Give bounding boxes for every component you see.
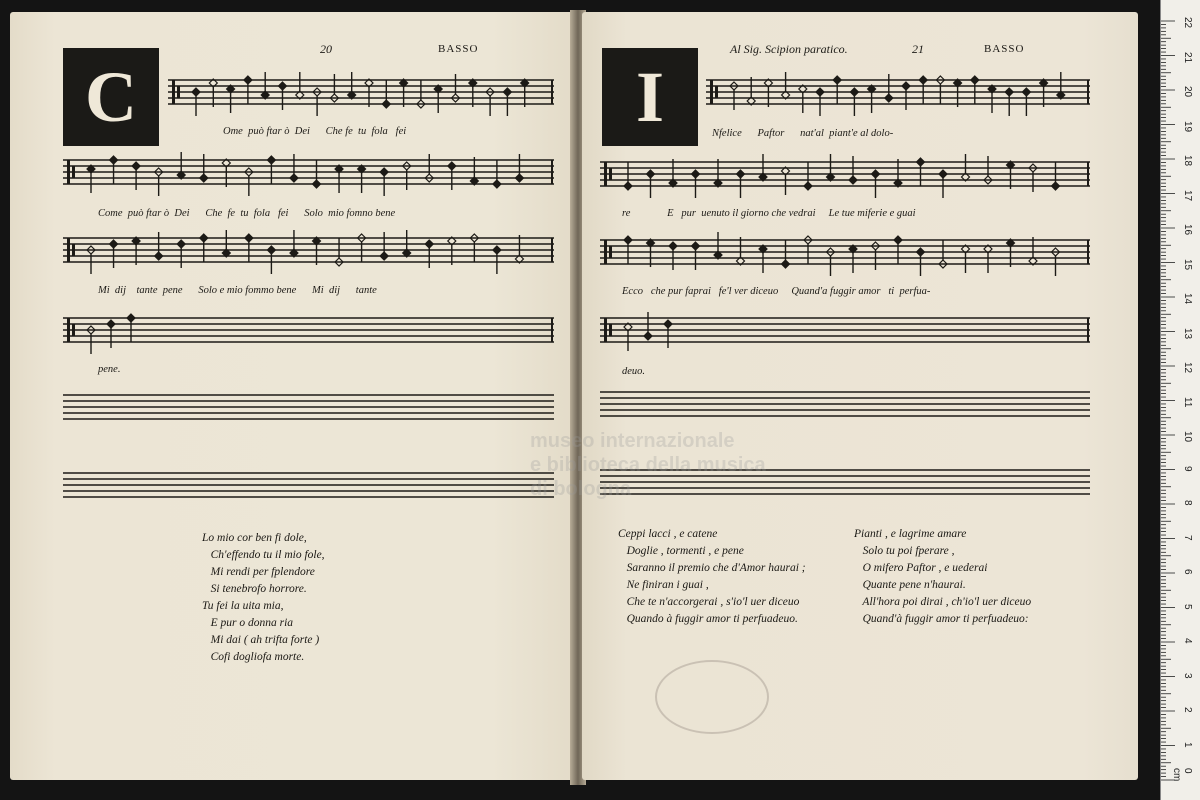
music-note bbox=[200, 174, 208, 182]
ruler-label: 21 bbox=[1182, 51, 1193, 63]
poem-line: Pianti , e lagrime amare bbox=[854, 528, 967, 540]
music-note bbox=[279, 82, 287, 90]
lyrics-line-1: Nfelice Paftor nat'al piant'e al dolo- bbox=[712, 128, 894, 139]
music-note bbox=[493, 246, 501, 254]
lyrics-line-1: Ome può ftar ò Dei Che fe tu fola fei bbox=[223, 126, 407, 137]
ruler-label: 7 bbox=[1182, 534, 1193, 541]
music-note bbox=[110, 156, 118, 164]
poem-line: All'hora poi dirai , ch'io'l uer diceuo bbox=[854, 596, 1032, 608]
music-note bbox=[664, 320, 672, 328]
music-note bbox=[290, 174, 298, 182]
music-note bbox=[971, 76, 979, 84]
music-note bbox=[782, 260, 790, 268]
music-note bbox=[692, 242, 700, 250]
music-note bbox=[425, 240, 433, 248]
lyrics-line-4: deuo. bbox=[622, 366, 646, 377]
ruler-label: 5 bbox=[1182, 603, 1193, 610]
music-note bbox=[380, 252, 388, 260]
measurement-ruler bbox=[1160, 0, 1200, 800]
music-note bbox=[1052, 182, 1060, 190]
poem-line: Ceppi lacci , e catene bbox=[618, 528, 718, 540]
poem-line: Lo mio cor ben fi dole, bbox=[202, 532, 307, 544]
music-note bbox=[885, 94, 893, 102]
music-note bbox=[647, 170, 655, 178]
music-note bbox=[624, 182, 632, 190]
poem-line: Che te n'accorgerai , s'io'l uer diceuo bbox=[618, 596, 800, 608]
music-note bbox=[267, 246, 275, 254]
right-poem-column-1 bbox=[618, 526, 806, 628]
music-note bbox=[503, 88, 511, 96]
music-staff-4 bbox=[63, 310, 554, 366]
music-note bbox=[894, 236, 902, 244]
right-poem-column-2 bbox=[854, 526, 1031, 628]
music-note bbox=[833, 76, 841, 84]
poem-line: Tu fei la uita mia, bbox=[202, 600, 284, 612]
ruler-label: 14 bbox=[1182, 293, 1193, 305]
watermark-line-3: di bologna bbox=[530, 478, 632, 500]
music-note bbox=[872, 170, 880, 178]
music-note bbox=[107, 320, 115, 328]
music-staff-1 bbox=[168, 72, 554, 128]
music-note bbox=[669, 242, 677, 250]
ruler-label: 22 bbox=[1182, 17, 1193, 29]
dedication: Al Sig. Scipion paratico. bbox=[730, 42, 848, 56]
ruler-label: 16 bbox=[1182, 224, 1193, 236]
music-note bbox=[804, 182, 812, 190]
ruler-zero-label: 0 cm bbox=[1171, 768, 1193, 782]
library-stamp bbox=[655, 660, 769, 734]
poem-line: Ch'effendo tu il mio fole, bbox=[202, 549, 325, 561]
music-note bbox=[1022, 88, 1030, 96]
poem-line: Quando à fuggir amor ti perfuadeuo. bbox=[618, 613, 798, 625]
ruler-label: 13 bbox=[1182, 327, 1193, 339]
poem-line: Ne finiran i guai , bbox=[618, 579, 709, 591]
music-note bbox=[127, 314, 135, 322]
watermark-line-2: e biblioteca della musica bbox=[530, 454, 766, 476]
music-note bbox=[177, 240, 185, 248]
music-note bbox=[132, 162, 140, 170]
initial-letter: C bbox=[85, 56, 137, 137]
lyrics-line-3: Mi dij tante pene Solo e mio fommo bene Mi dij tante bbox=[98, 285, 377, 296]
poem-line: Doglie , tormenti , e pene bbox=[618, 545, 744, 557]
decorated-initial-c bbox=[63, 48, 159, 146]
ruler-label: 17 bbox=[1182, 189, 1193, 201]
music-note bbox=[816, 88, 824, 96]
ruler-label: 15 bbox=[1182, 258, 1193, 270]
music-note bbox=[939, 170, 947, 178]
ruler-label: 8 bbox=[1182, 500, 1193, 506]
poem-line: Si tenebrofo horrore. bbox=[202, 583, 307, 595]
music-staff-3 bbox=[600, 232, 1090, 288]
decorated-initial-i bbox=[602, 48, 698, 146]
left-poem bbox=[202, 530, 325, 666]
music-staff-2 bbox=[600, 154, 1090, 210]
ruler-label: 3 bbox=[1182, 672, 1193, 679]
ruler-label: 1 bbox=[1182, 741, 1193, 748]
watermark-line-1: museo internazionale bbox=[530, 430, 735, 452]
poem-line: O mifero Paftor , e uederai bbox=[854, 562, 988, 574]
music-staff-3 bbox=[63, 230, 554, 286]
music-note bbox=[850, 88, 858, 96]
ruler-label: 10 bbox=[1182, 431, 1193, 443]
ruler-label: 9 bbox=[1182, 465, 1193, 472]
right-page-header: BASSO bbox=[984, 43, 1025, 55]
ruler-label: 2 bbox=[1182, 707, 1193, 713]
poem-line: E pur o donna ria bbox=[202, 617, 294, 629]
lyrics-line-2: Come può ftar ò Dei Che fe tu fola fei Solo mio fomno bene bbox=[98, 208, 396, 219]
music-note bbox=[267, 156, 275, 164]
initial-letter: I bbox=[635, 56, 665, 137]
music-note bbox=[313, 180, 321, 188]
museum-watermark bbox=[430, 410, 810, 510]
music-note bbox=[1005, 88, 1013, 96]
music-note bbox=[493, 180, 501, 188]
lyrics-line-2: re E pur uenuto il giorno che vedrai Le tue miferie e guai bbox=[622, 208, 916, 219]
music-note bbox=[737, 170, 745, 178]
music-note bbox=[917, 158, 925, 166]
right-page-number: 21 bbox=[912, 42, 924, 56]
poem-line: Quand'à fuggir amor ti perfuadeuo: bbox=[854, 613, 1029, 625]
ruler-label: 4 bbox=[1182, 638, 1193, 644]
poem-line: Quante pene n'haurai. bbox=[854, 579, 966, 591]
lyrics-line-4: pene. bbox=[98, 364, 121, 375]
ruler-label: 19 bbox=[1182, 120, 1193, 132]
music-note bbox=[448, 162, 456, 170]
music-note bbox=[624, 236, 632, 244]
music-note bbox=[515, 174, 523, 182]
poem-line: Saranno il premio che d'Amor haurai ; bbox=[618, 562, 806, 574]
left-page-number: 20 bbox=[320, 42, 332, 56]
ruler-label: 11 bbox=[1182, 396, 1193, 407]
music-note bbox=[919, 76, 927, 84]
poem-line: Cofi dogliofa morte. bbox=[202, 651, 305, 663]
music-note bbox=[382, 100, 390, 108]
music-note bbox=[155, 252, 163, 260]
music-staff-2 bbox=[63, 152, 554, 208]
poem-line: Mi rendi per fplendore bbox=[202, 566, 315, 578]
music-note bbox=[692, 170, 700, 178]
music-note bbox=[380, 168, 388, 176]
music-staff-1 bbox=[706, 72, 1090, 128]
music-note bbox=[902, 82, 910, 90]
music-note bbox=[245, 234, 253, 242]
music-note bbox=[200, 234, 208, 242]
ruler-label: 6 bbox=[1182, 569, 1193, 575]
right-page bbox=[582, 12, 1138, 780]
poem-line: Mi dai ( ah trifta forte ) bbox=[202, 634, 320, 646]
music-note bbox=[849, 176, 857, 184]
ruler-label: 20 bbox=[1182, 86, 1193, 98]
lyrics-line-3: Ecco che pur faprai fe'l ver diceuo Quand'a fuggir amor ti perfua- bbox=[622, 286, 931, 297]
music-note bbox=[244, 76, 252, 84]
music-note bbox=[192, 88, 200, 96]
left-page-header: BASSO bbox=[438, 43, 479, 55]
music-note bbox=[644, 332, 652, 340]
music-staff-4 bbox=[600, 310, 1090, 366]
music-note bbox=[917, 248, 925, 256]
ruler-label: 12 bbox=[1182, 362, 1193, 374]
ruler-ticks bbox=[1161, 0, 1200, 800]
music-note bbox=[110, 240, 118, 248]
poem-line: Solo tu poi fperare , bbox=[854, 545, 955, 557]
ruler-label: 18 bbox=[1182, 155, 1193, 167]
left-page bbox=[10, 12, 576, 780]
